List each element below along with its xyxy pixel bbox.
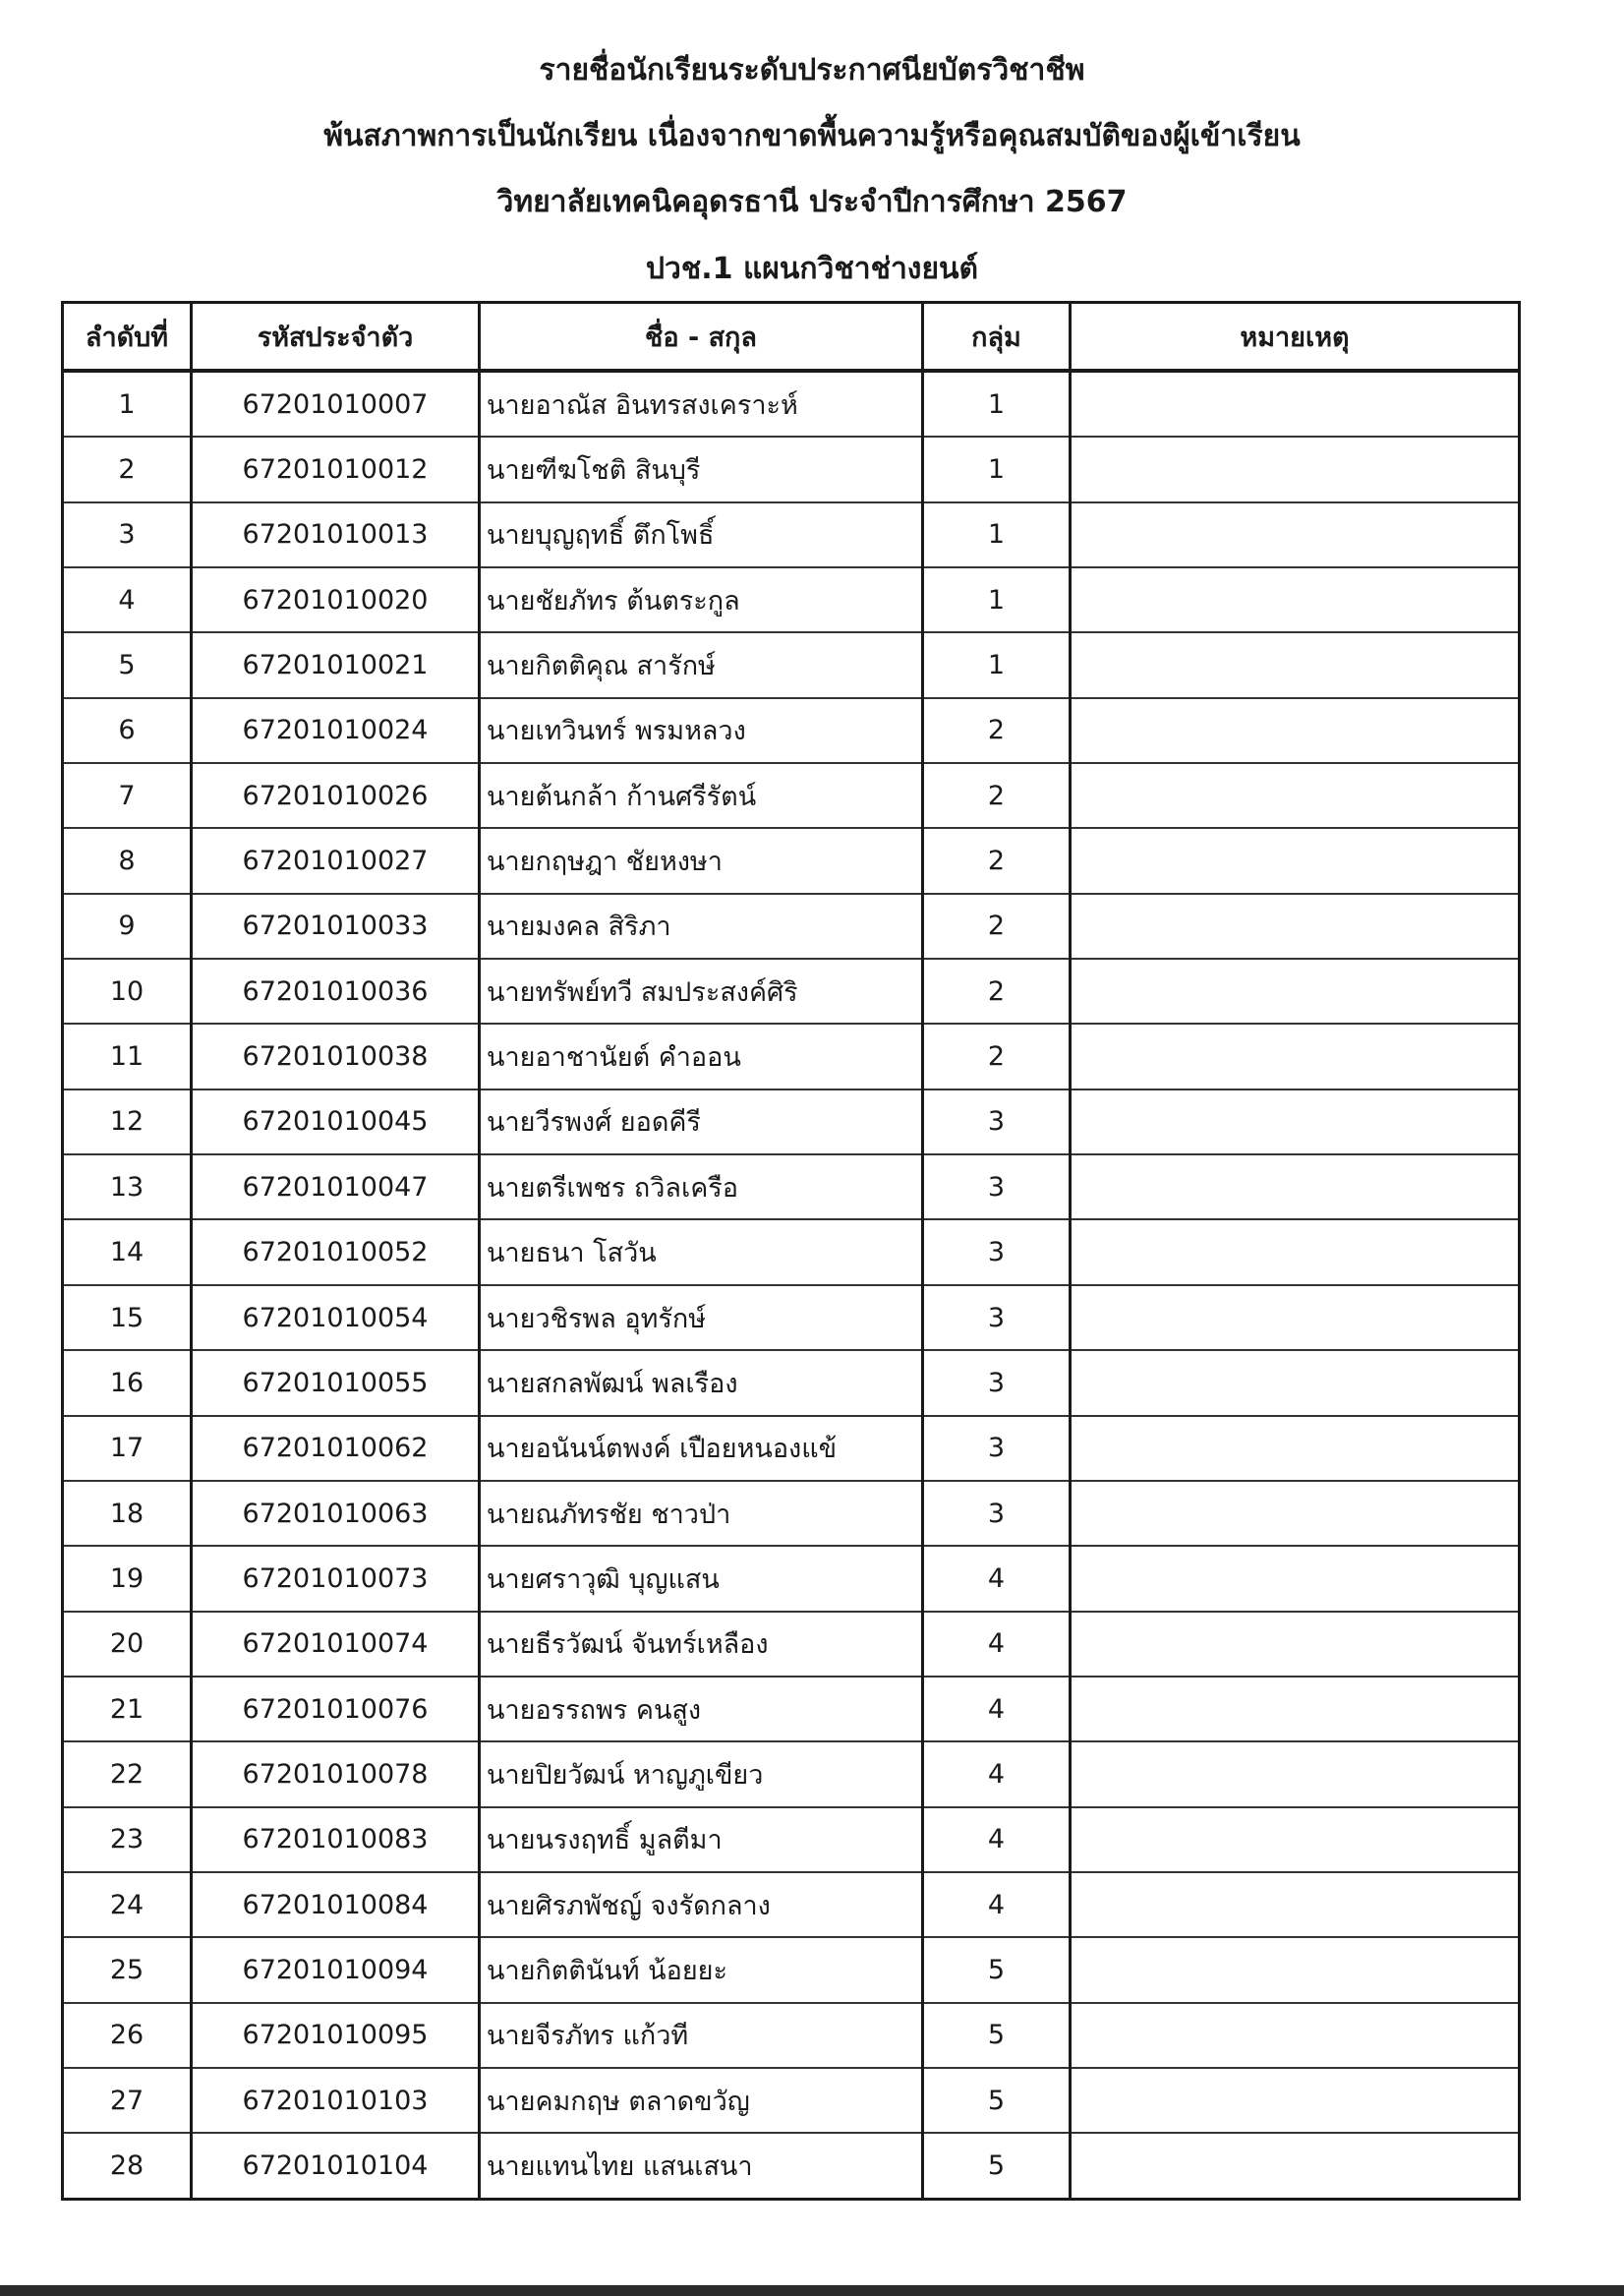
cell-note — [1071, 437, 1520, 501]
cell-full-name: นายอนันน์ตพงค์ เปือยหนองแข้ — [480, 1416, 923, 1481]
cell-student-id: 67201010076 — [192, 1677, 480, 1741]
cell-student-id: 67201010074 — [192, 1612, 480, 1677]
table-row — [63, 894, 1520, 959]
cell-no: 25 — [63, 1937, 192, 2002]
cell-note — [1071, 2068, 1520, 2133]
cell-group: 3 — [923, 1350, 1071, 1415]
cell-group: 5 — [923, 2133, 1071, 2199]
cell-student-id: 67201010078 — [192, 1741, 480, 1806]
cell-note — [1071, 959, 1520, 1024]
cell-full-name: นายศราวุฒิ บุญแสน — [480, 1546, 923, 1611]
cell-no: 5 — [63, 632, 192, 697]
cell-student-id: 67201010103 — [192, 2068, 480, 2133]
cell-no: 11 — [63, 1024, 192, 1089]
cell-note — [1071, 1285, 1520, 1350]
cell-group: 4 — [923, 1807, 1071, 1872]
cell-note — [1071, 763, 1520, 828]
cell-group: 3 — [923, 1154, 1071, 1219]
cell-student-id: 67201010045 — [192, 1089, 480, 1154]
cell-note — [1071, 1219, 1520, 1284]
scan-edge — [0, 2285, 1624, 2296]
cell-group: 3 — [923, 1219, 1071, 1284]
cell-student-id: 67201010020 — [192, 567, 480, 632]
cell-note — [1071, 1612, 1520, 1677]
cell-group: 2 — [923, 1024, 1071, 1089]
table-row — [63, 1872, 1520, 1937]
cell-note — [1071, 1350, 1520, 1415]
column-header-group: กลุ่ม — [923, 303, 1071, 372]
cell-student-id: 67201010021 — [192, 632, 480, 697]
cell-no: 16 — [63, 1350, 192, 1415]
cell-student-id: 67201010104 — [192, 2133, 480, 2199]
cell-note — [1071, 2133, 1520, 2199]
cell-note — [1071, 1416, 1520, 1481]
cell-group: 4 — [923, 1612, 1071, 1677]
cell-no: 7 — [63, 763, 192, 828]
cell-student-id: 67201010013 — [192, 502, 480, 567]
cell-student-id: 67201010047 — [192, 1154, 480, 1219]
table-row — [63, 567, 1520, 632]
cell-no: 26 — [63, 2003, 192, 2068]
cell-group: 4 — [923, 1677, 1071, 1741]
cell-note — [1071, 698, 1520, 763]
cell-group: 3 — [923, 1285, 1071, 1350]
cell-note — [1071, 1089, 1520, 1154]
cell-group: 2 — [923, 698, 1071, 763]
cell-student-id: 67201010095 — [192, 2003, 480, 2068]
cell-full-name: นายศิรภพัชญ์ จงรัดกลาง — [480, 1872, 923, 1937]
table-header-row — [63, 303, 1520, 372]
table-row — [63, 1937, 1520, 2002]
cell-no: 20 — [63, 1612, 192, 1677]
cell-group: 3 — [923, 1481, 1071, 1546]
table-row — [63, 763, 1520, 828]
document-subtitle: พ้นสภาพการเป็นนักเรียน เนื่องจากขาดพื้นความรู้หรือคุณสมบัติของผู้เข้าเรียน — [323, 119, 1301, 153]
column-header-name: ชื่อ - สกุล — [480, 303, 923, 372]
cell-no: 28 — [63, 2133, 192, 2199]
student-table — [61, 301, 1521, 2201]
cell-full-name: นายวชิรพล อุทรักษ์ — [480, 1285, 923, 1350]
table-row — [63, 632, 1520, 697]
cell-group: 1 — [923, 437, 1071, 501]
cell-student-id: 67201010007 — [192, 371, 480, 437]
cell-full-name: นายชัยภัทร ต้นตระกูล — [480, 567, 923, 632]
cell-no: 10 — [63, 959, 192, 1024]
cell-group: 1 — [923, 371, 1071, 437]
cell-group: 2 — [923, 828, 1071, 893]
table-row — [63, 1416, 1520, 1481]
table-row — [63, 2133, 1520, 2199]
cell-full-name: นายธนา โสวัน — [480, 1219, 923, 1284]
cell-note — [1071, 371, 1520, 437]
cell-note — [1071, 567, 1520, 632]
table-row — [63, 1285, 1520, 1350]
table-row — [63, 1612, 1520, 1677]
column-header-note: หมายเหตุ — [1071, 303, 1520, 372]
table-row — [63, 437, 1520, 501]
cell-full-name: นายกิตติคุณ สารักษ์ — [480, 632, 923, 697]
cell-student-id: 67201010055 — [192, 1350, 480, 1415]
cell-student-id: 67201010083 — [192, 1807, 480, 1872]
cell-full-name: นายณภัทรชัย ชาวป่า — [480, 1481, 923, 1546]
cell-note — [1071, 1481, 1520, 1546]
cell-student-id: 67201010036 — [192, 959, 480, 1024]
cell-group: 5 — [923, 2068, 1071, 2133]
table-row — [63, 1807, 1520, 1872]
table-row — [63, 1089, 1520, 1154]
cell-group: 3 — [923, 1416, 1071, 1481]
cell-student-id: 67201010024 — [192, 698, 480, 763]
cell-no: 2 — [63, 437, 192, 501]
table-row — [63, 2003, 1520, 2068]
cell-group: 1 — [923, 567, 1071, 632]
cell-no: 6 — [63, 698, 192, 763]
cell-note — [1071, 1024, 1520, 1089]
table-row — [63, 959, 1520, 1024]
cell-full-name: นายเทวินทร์ พรมหลวง — [480, 698, 923, 763]
cell-group: 2 — [923, 763, 1071, 828]
cell-no: 9 — [63, 894, 192, 959]
cell-student-id: 67201010084 — [192, 1872, 480, 1937]
table-row — [63, 502, 1520, 567]
cell-note — [1071, 502, 1520, 567]
cell-note — [1071, 1872, 1520, 1937]
cell-no: 1 — [63, 371, 192, 437]
cell-no: 23 — [63, 1807, 192, 1872]
table-row — [63, 1546, 1520, 1611]
department-line: ปวช.1 แผนกวิชาช่างยนต์ — [645, 252, 979, 286]
cell-note — [1071, 828, 1520, 893]
cell-no: 13 — [63, 1154, 192, 1219]
cell-student-id: 67201010054 — [192, 1285, 480, 1350]
cell-group: 1 — [923, 502, 1071, 567]
cell-full-name: นายอรรถพร คนสูง — [480, 1677, 923, 1741]
table-row — [63, 1481, 1520, 1546]
cell-student-id: 67201010063 — [192, 1481, 480, 1546]
cell-student-id: 67201010094 — [192, 1937, 480, 2002]
cell-note — [1071, 1807, 1520, 1872]
cell-note — [1071, 1937, 1520, 2002]
column-header-id: รหัสประจำตัว — [192, 303, 480, 372]
table-row — [63, 1219, 1520, 1284]
cell-full-name: นายต้นกล้า ก้านศรีรัตน์ — [480, 763, 923, 828]
cell-student-id: 67201010038 — [192, 1024, 480, 1089]
cell-note — [1071, 632, 1520, 697]
cell-student-id: 67201010073 — [192, 1546, 480, 1611]
cell-no: 12 — [63, 1089, 192, 1154]
institution-line: วิทยาลัยเทคนิคอุดรธานี ประจำปีการศึกษา 2567 — [496, 185, 1128, 219]
cell-full-name: นายกิตตินันท์ น้อยยะ — [480, 1937, 923, 2002]
cell-note — [1071, 1546, 1520, 1611]
cell-note — [1071, 2003, 1520, 2068]
cell-group: 4 — [923, 1741, 1071, 1806]
table-row — [63, 1154, 1520, 1219]
cell-no: 27 — [63, 2068, 192, 2133]
cell-full-name: นายนรงฤทธิ์ มูลตีมา — [480, 1807, 923, 1872]
cell-full-name: นายแทนไทย แสนเสนา — [480, 2133, 923, 2199]
cell-group: 4 — [923, 1546, 1071, 1611]
cell-student-id: 67201010052 — [192, 1219, 480, 1284]
cell-full-name: นายมงคล สิริภา — [480, 894, 923, 959]
table-row — [63, 371, 1520, 437]
cell-no: 21 — [63, 1677, 192, 1741]
cell-full-name: นายฑีฆโชติ สินบุรี — [480, 437, 923, 501]
cell-group: 2 — [923, 959, 1071, 1024]
table-row — [63, 2068, 1520, 2133]
cell-no: 17 — [63, 1416, 192, 1481]
cell-group: 5 — [923, 2003, 1071, 2068]
cell-full-name: นายอาณัส อินทรสงเคราะห์ — [480, 371, 923, 437]
cell-full-name: นายอาชานัยต์ คำออน — [480, 1024, 923, 1089]
table-row — [63, 828, 1520, 893]
cell-no: 14 — [63, 1219, 192, 1284]
cell-full-name: นายตรีเพชร ถวิลเครือ — [480, 1154, 923, 1219]
cell-student-id: 67201010062 — [192, 1416, 480, 1481]
table-row — [63, 1741, 1520, 1806]
cell-student-id: 67201010012 — [192, 437, 480, 501]
cell-no: 18 — [63, 1481, 192, 1546]
cell-full-name: นายธีรวัฒน์ จันทร์เหลือง — [480, 1612, 923, 1677]
cell-group: 2 — [923, 894, 1071, 959]
cell-full-name: นายคมกฤษ ตลาดขวัญ — [480, 2068, 923, 2133]
cell-note — [1071, 894, 1520, 959]
cell-note — [1071, 1741, 1520, 1806]
cell-no: 24 — [63, 1872, 192, 1937]
cell-student-id: 67201010027 — [192, 828, 480, 893]
cell-full-name: นายทรัพย์ทวี สมประสงค์ศิริ — [480, 959, 923, 1024]
cell-full-name: นายปิยวัฒน์ หาญภูเขียว — [480, 1741, 923, 1806]
cell-note — [1071, 1677, 1520, 1741]
table-row — [63, 1024, 1520, 1089]
cell-student-id: 67201010026 — [192, 763, 480, 828]
cell-no: 22 — [63, 1741, 192, 1806]
cell-note — [1071, 1154, 1520, 1219]
cell-no: 3 — [63, 502, 192, 567]
cell-no: 4 — [63, 567, 192, 632]
cell-full-name: นายกฤษฎา ชัยหงษา — [480, 828, 923, 893]
cell-no: 8 — [63, 828, 192, 893]
column-header-no: ลำดับที่ — [63, 303, 192, 372]
cell-full-name: นายวีรพงศ์ ยอดคีรี — [480, 1089, 923, 1154]
cell-full-name: นายสกลพัฒน์ พลเรือง — [480, 1350, 923, 1415]
cell-full-name: นายบุญฤทธิ์ ตึกโพธิ์ — [480, 502, 923, 567]
table-row — [63, 698, 1520, 763]
table-row — [63, 1350, 1520, 1415]
cell-no: 19 — [63, 1546, 192, 1611]
cell-group: 1 — [923, 632, 1071, 697]
cell-group: 5 — [923, 1937, 1071, 2002]
cell-no: 15 — [63, 1285, 192, 1350]
cell-student-id: 67201010033 — [192, 894, 480, 959]
cell-full-name: นายจีรภัทร แก้วที — [480, 2003, 923, 2068]
document-title: รายชื่อนักเรียนระดับประกาศนียบัตรวิชาชีพ — [539, 53, 1085, 88]
cell-group: 3 — [923, 1089, 1071, 1154]
cell-group: 4 — [923, 1872, 1071, 1937]
table-row — [63, 1677, 1520, 1741]
